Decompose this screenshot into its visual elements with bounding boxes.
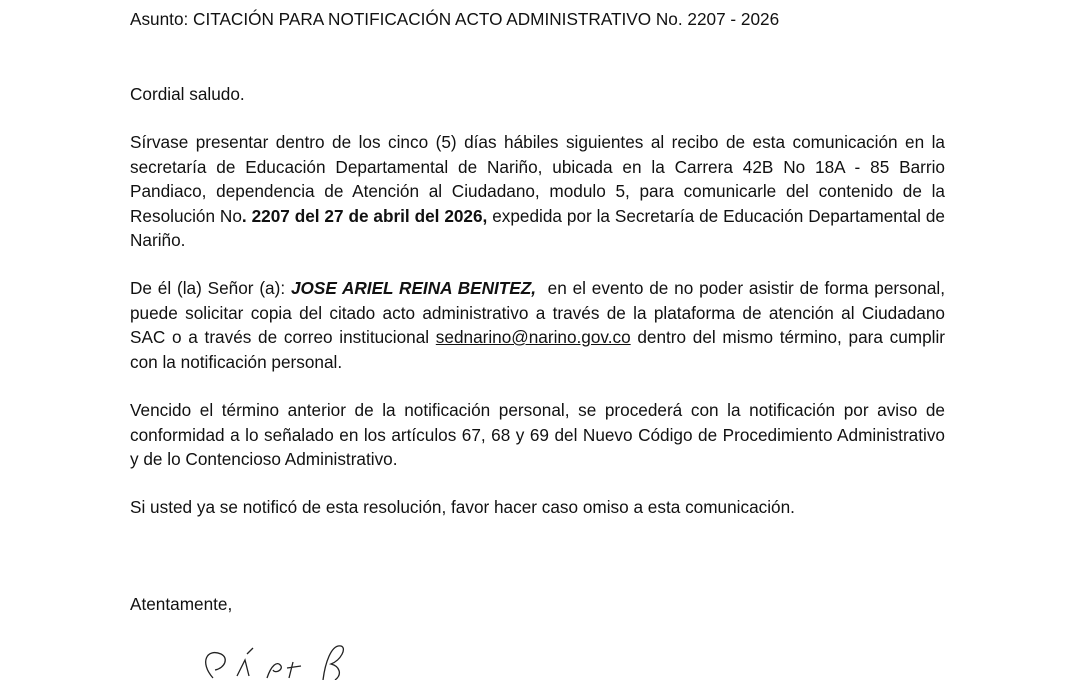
paragraph-disregard: Si usted ya se notificó de esta resolución, favor hacer caso omiso a esta comunicación. xyxy=(130,497,795,517)
letter-closing: Atentamente, xyxy=(130,594,233,614)
paragraph-recipient-text-c: dentro del mismo término, para cumplir con la notificación personal. xyxy=(130,327,945,372)
institutional-email-link[interactable]: sednarino@narino.gov.co xyxy=(435,327,631,347)
recipient-name: JOSE ARIEL REINA BENITEZ, xyxy=(290,278,537,298)
paragraph-notice: Vencido el término anterior de la notificación personal, se procederá con la notificación por aviso de conformidad a lo señalado en los artículos 67, 68 y 69 del Nuevo Código de Procedimiento Administrativo y de lo Contencioso Administrativo. xyxy=(130,400,945,469)
paragraph-recipient xyxy=(130,276,950,374)
paragraph-citation xyxy=(130,130,945,253)
paragraph-recipient-text-b: en el evento de no poder asistir de forma personal, puede solicitar copia del citado acto administrativo a través de la plataforma de atención al Ciudadano SAC o a través de correo institucional xyxy=(130,278,950,347)
handwritten-signature xyxy=(185,640,385,680)
letter-subject: Asunto: CITACIÓN PARA NOTIFICACIÓN ACTO ADMINISTRATIVO No. 2207 - 2026 xyxy=(130,9,780,29)
paragraph-citation-text-b: expedida por la Secretaría de Educación Departamental de Nariño. xyxy=(130,205,945,250)
paragraph-citation-text-a: Sírvase presentar dentro de los cinco (5) días hábiles siguientes al recibo de esta comunicación en la secretaría de Educación Departamental de Nariño, ubicada en la Carrera 42B No 18A - 85 Barrio Pandiaco, dependencia de Atención al Ciudadano, modulo 5, para comunicarle del contenido de la Resolución No xyxy=(130,132,945,226)
letter-greeting: Cordial saludo. xyxy=(130,84,245,104)
paragraph-recipient-text-a: De él (la) Señor (a): xyxy=(130,278,291,298)
resolution-reference: . 2207 del 27 de abril del 2026, xyxy=(241,205,488,226)
